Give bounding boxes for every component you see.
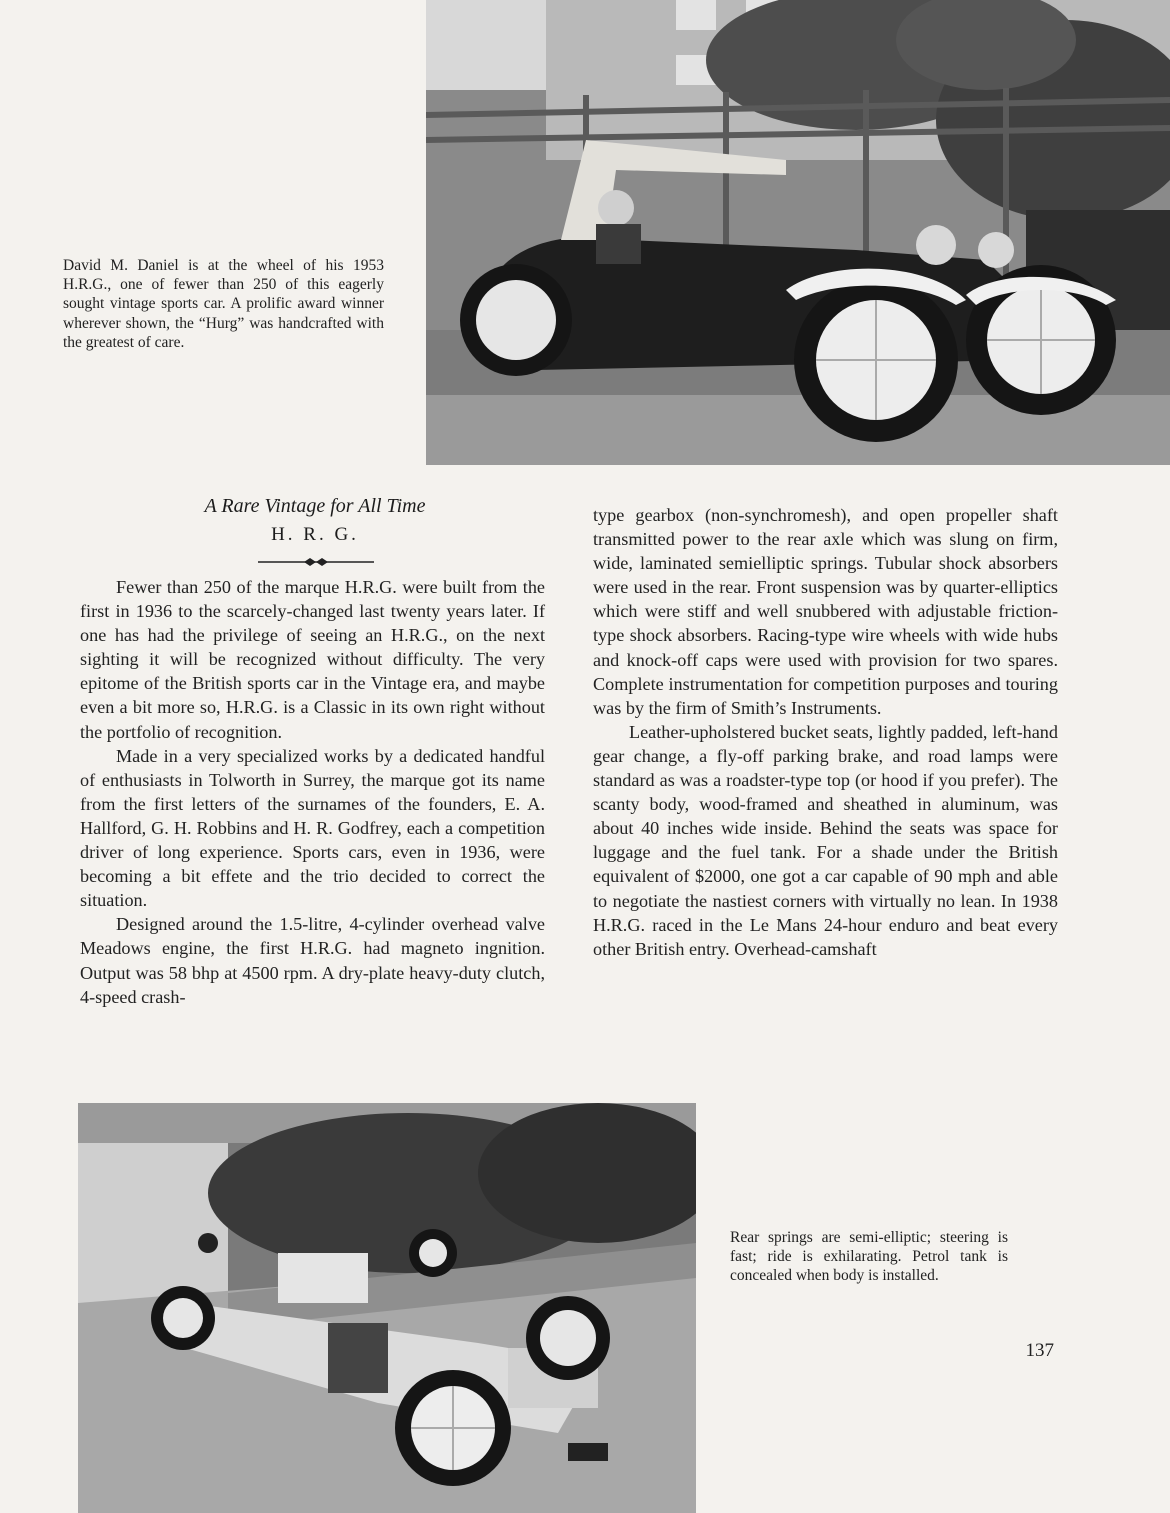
article-subtitle: H. R. G. — [271, 524, 359, 545]
top-photo-hrg-roadster — [426, 0, 1170, 465]
paragraph: Made in a very specialized works by a dedicated handful of enthusiasts in Tolworth in Surrey, the marque got its name from the first letters of the surnames of the founders, E. A. Hallford, G. H. Robbins and H. R. Godfrey, each a competition driver of long experience. Sports cars, even in 1936, were becoming a bit effete and the trio decided to correct the situation. — [80, 745, 545, 911]
bottom-photo-caption: Rear springs are semi-elliptic; steering is fast; ride is exhilarating. Petrol tank is concealed when body is installed. — [730, 1229, 1008, 1285]
article-title: A Rare Vintage for All Time — [204, 495, 426, 517]
ornament-divider — [258, 556, 374, 568]
paragraph: Fewer than 250 of the marque H.R.G. were built from the first in 1936 to the scarcely-changed last twenty years later. If one has had the privilege of seeing an H.R.G., on the next sighting it will be recognized without difficulty. The very epitome of the British sports car in the Vintage era, and maybe even a bit more so, H.R.G. is a Classic in its own right without the portfolio of recognition. — [80, 577, 545, 742]
top-photo-caption: David M. Daniel is at the wheel of his 1953 H.R.G., one of fewer than 250 of this eagerly sought vintage sports car. A prolific award winner wherever shown, the “Hurg” was handcrafted with the greatest of care. — [63, 257, 384, 351]
bottom-photo-hrg-chassis — [78, 1103, 696, 1513]
paragraph-continuation: type gearbox (non-synchromesh), and open propeller shaft transmitted power to the rear axle which was slung on firm, wide, laminated semielliptic springs. Tubular shock absorbers were used in the rear. Front suspension was by quarter-elliptics which were stiff and well snubbered with adjustable friction-type shock absorbers. Racing-type wire wheels with wide hubs and knock-off caps were used with provision for two spares. Complete instrumentation for competition purposes and touring was by the firm of Smith’s Instruments. — [593, 505, 1058, 718]
article-right-column — [593, 503, 1058, 961]
paragraph: Designed around the 1.5-litre, 4-cylinder overhead valve Meadows engine, the first H.R.G. had magneto ingnition. Output was 58 bhp at 4500 rpm. A dry-plate heavy-duty clutch, 4-speed crash- — [80, 914, 545, 1007]
article-left-column — [80, 575, 545, 1009]
page-number: 137 — [1025, 1340, 1054, 1361]
paragraph: Leather-upholstered bucket seats, lightly padded, left-hand gear change, a fly-off parking brake, and road lamps were standard as was a roadster-type top (or hood if you prefer). The scanty body, wood-framed and sheathed in aluminum, was about 40 inches wide inside. Behind the seats was space for luggage and the fuel tank. For a shade under the British equivalent of $2000, one got a car capable of 90 mph and able to negotiate the nastiest corners with virtually no lean. In 1938 H.R.G. raced in the Le Mans 24-hour enduro and beat every other British entry. Overhead-camshaft — [593, 721, 1058, 959]
